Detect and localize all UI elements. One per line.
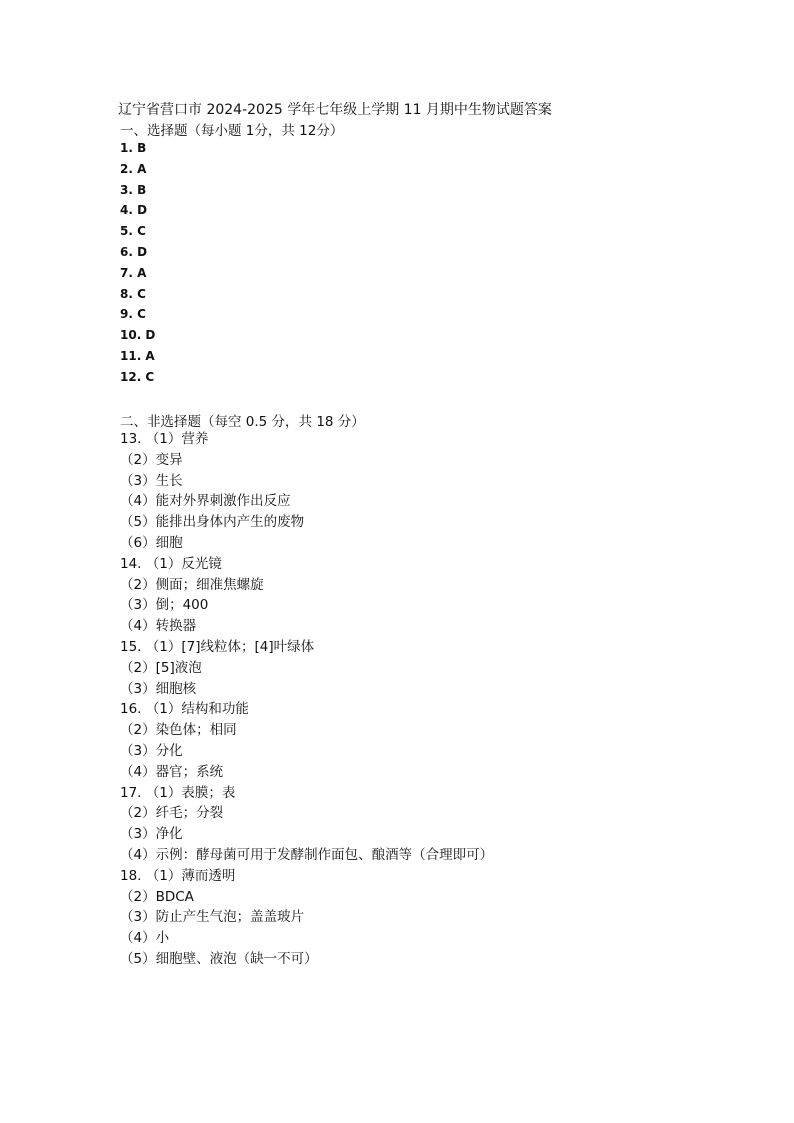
non-choice-answers (120, 431, 493, 972)
list-item: （2）纤毛；分裂 (120, 805, 224, 822)
list-item: （2）染色体；相同 (120, 722, 237, 739)
list-item: （3）细胞核 (120, 680, 197, 697)
list-item: （4）能对外界刺激作出反应 (120, 493, 291, 510)
list-item: （4）转换器 (120, 618, 197, 635)
list-item: （5）能排出身体内产生的废物 (120, 514, 305, 531)
list-item: 2. A (120, 161, 147, 176)
list-item: （2）[5]液泡 (120, 659, 202, 676)
list-item: （4）示例：酵母菌可用于发酵制作面包、酿酒等（合理即可） (120, 846, 494, 863)
list-item: （2）变异 (120, 451, 183, 468)
list-item: 13. （1）营养 (120, 431, 209, 447)
list-item: （2）BDCA (120, 888, 194, 905)
section-heading-multiple-choice: 一、选择题（每小题 1分，共 12分） (120, 123, 344, 139)
list-item: 5. C (120, 224, 146, 239)
list-item: （3）倒；400 (120, 597, 209, 614)
list-item: （5）细胞壁、液泡（缺一不可） (120, 950, 318, 967)
list-item: （2）侧面；细准焦螺旋 (120, 576, 264, 593)
list-item: 15. （1）[7]线粒体；[4]叶绿体 (120, 638, 315, 655)
list-item: 16. （1）结构和功能 (120, 701, 249, 718)
list-item: 10. D (120, 328, 156, 343)
list-item: 9. C (120, 307, 146, 322)
list-item: 18. （1）薄而透明 (120, 867, 236, 884)
section-heading-non-choice: 二、非选择题（每空 0.5 分，共 18 分） (120, 414, 365, 430)
list-item: （4）小 (120, 930, 170, 947)
list-item: （3）分化 (120, 742, 183, 759)
list-item: 4. D (120, 203, 148, 218)
list-item: 1. B (120, 141, 147, 155)
document-title: 辽宁省营口市 2024-2025 学年七年级上学期 11 月期中生物试题答案 (118, 102, 552, 118)
list-item: （4）器官；系统 (120, 763, 224, 780)
list-item: （3）生长 (120, 472, 183, 489)
list-item: 7. A (120, 265, 147, 280)
list-item: 11. A (120, 348, 155, 363)
list-item: （6）细胞 (120, 534, 183, 551)
list-item: 8. C (120, 286, 146, 301)
list-item: 3. B (120, 182, 147, 197)
list-item: （3）净化 (120, 826, 183, 843)
list-item: 14. （1）反光镜 (120, 555, 222, 572)
list-item: 6. D (120, 244, 148, 259)
multiple-choice-answers (120, 141, 155, 391)
list-item: 17. （1）表膜；表 (120, 784, 236, 801)
list-item: 12. C (120, 369, 155, 384)
list-item: （3）防止产生气泡；盖盖玻片 (120, 909, 305, 926)
